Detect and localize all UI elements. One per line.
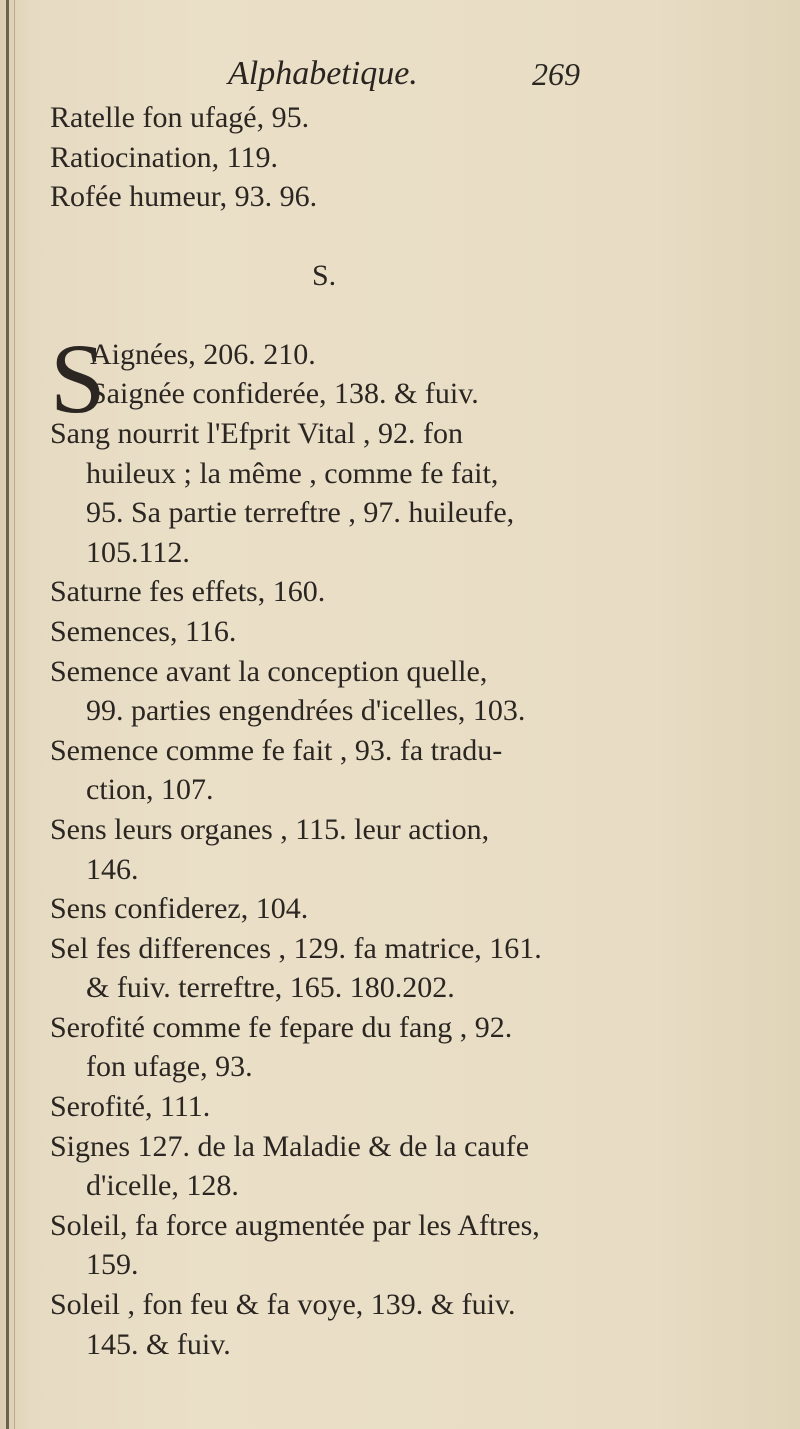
index-line: Sang nourrit l'Efprit Vital , 92. fon: [50, 416, 463, 450]
index-entry: [50, 612, 770, 652]
index-entry: [50, 1008, 770, 1087]
section-letter: S.: [312, 258, 337, 292]
index-line: Semence comme fe fait , 93. fa tradu-: [50, 733, 503, 767]
entries-section: [50, 414, 770, 1364]
index-line: huileux ; la même , comme fe fait,: [86, 456, 499, 490]
index-line: 159.: [86, 1248, 139, 1282]
index-entry: [50, 652, 770, 731]
index-line: Ratiocination, 119.: [50, 140, 279, 174]
index-entry: [50, 889, 770, 929]
index-line: Soleil , fon feu & fa voye, 139. & fuiv.: [50, 1288, 516, 1322]
index-entry: [50, 1206, 770, 1285]
index-entry: [50, 177, 770, 217]
index-line: Sens confiderez, 104.: [50, 892, 309, 926]
running-title: Alphabetique.: [228, 55, 418, 92]
index-line: Saturne fes effets, 160.: [50, 575, 326, 609]
index-entry: [50, 572, 770, 612]
index-entry: [50, 138, 770, 178]
index-line: 95. Sa partie terreftre , 97. huileufe,: [86, 496, 515, 530]
index-line: Semence avant la conception quelle,: [50, 654, 488, 688]
index-line: 105.112.: [86, 535, 190, 569]
index-entry: [50, 414, 770, 572]
index-line: 145. & fuiv.: [86, 1327, 231, 1361]
index-line: Saignée confiderée, 138. & fuiv.: [90, 377, 479, 411]
index-line: Sens leurs organes , 115. leur action,: [50, 812, 490, 846]
page-gutter-line: [14, 0, 15, 1429]
index-line: 146.: [86, 852, 139, 886]
index-line: d'icelle, 128.: [86, 1169, 239, 1203]
index-line: Ratelle fon ufagé, 95.: [50, 101, 310, 134]
page-gutter: [6, 0, 9, 1429]
index-line: Soleil, fa force augmentée par les Aftres,: [50, 1208, 540, 1242]
index-line: Semences, 116.: [50, 614, 237, 648]
index-line: 99. parties engendrées d'icelles, 103.: [86, 694, 526, 728]
index-line: ction, 107.: [86, 773, 214, 807]
index-entry: [50, 1127, 770, 1206]
dropcap-letter: S: [50, 322, 106, 434]
index-line: Aignées, 206. 210.: [90, 337, 316, 371]
index-line: Serofité comme fe fepare du fang , 92.: [50, 1010, 513, 1044]
index-entry: [50, 98, 770, 138]
index-entry: [50, 731, 770, 810]
index-entry: [50, 929, 770, 1008]
index-line: Signes 127. de la Maladie & de la caufe: [50, 1129, 530, 1163]
index-line: & fuiv. terreftre, 165. 180.202.: [86, 971, 455, 1005]
index-entry: [50, 1285, 770, 1364]
index-line: fon ufage, 93.: [86, 1050, 253, 1084]
index-line: Sel fes differences , 129. fa matrice, 161.: [50, 931, 542, 965]
entries-before-section: [50, 98, 770, 217]
page-header: [0, 52, 800, 102]
index-text: [50, 98, 770, 1364]
index-line: Rofée humeur, 93. 96.: [50, 180, 318, 214]
index-line: Serofité, 111.: [50, 1090, 211, 1124]
index-entry: [50, 1087, 770, 1127]
index-entry: [50, 810, 770, 889]
page-number: 269: [532, 56, 580, 92]
